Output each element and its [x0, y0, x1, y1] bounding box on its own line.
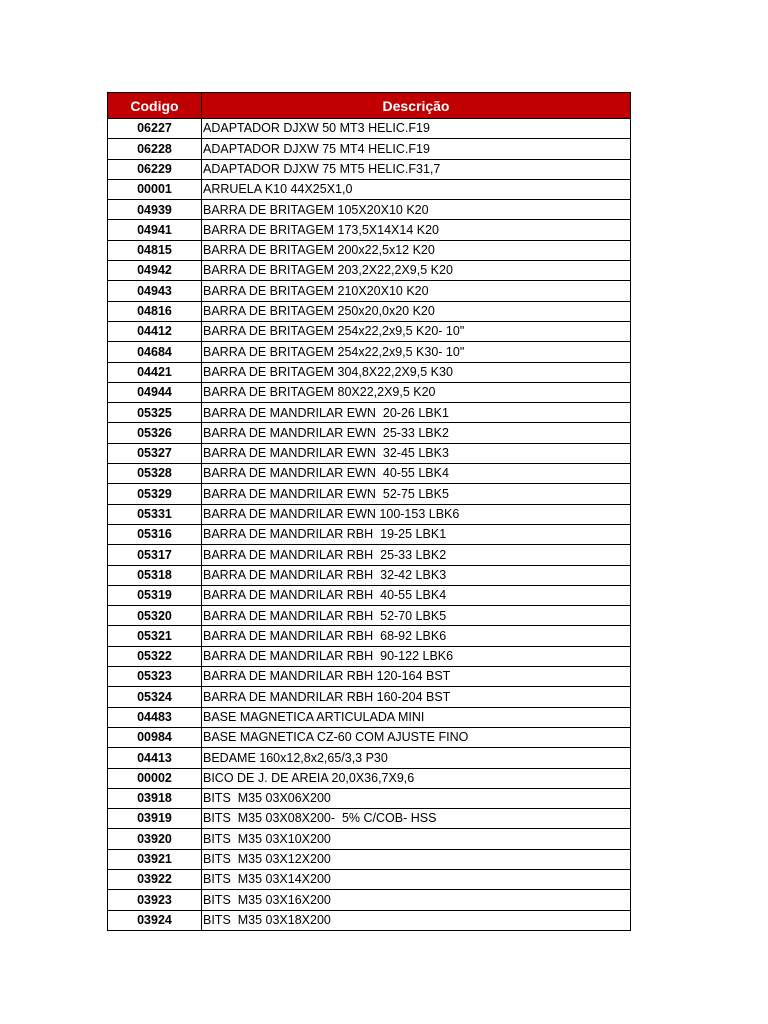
- cell-descricao: BASE MAGNETICA ARTICULADA MINI: [202, 707, 631, 727]
- table-row: [108, 179, 631, 199]
- cell-descricao: BARRA DE MANDRILAR RBH 120-164 BST: [202, 667, 631, 687]
- cell-descricao: BARRA DE MANDRILAR RBH 25-33 LBK2: [202, 545, 631, 565]
- cell-codigo: 05319: [108, 585, 202, 605]
- cell-codigo: 04413: [108, 748, 202, 768]
- table-row: [108, 240, 631, 260]
- table-row: [108, 768, 631, 788]
- table-row: [108, 585, 631, 605]
- cell-codigo: 05326: [108, 423, 202, 443]
- cell-descricao: BITS M35 03X08X200- 5% C/COB- HSS: [202, 809, 631, 829]
- cell-codigo: 03918: [108, 788, 202, 808]
- cell-descricao: BARRA DE MANDRILAR EWN 52-75 LBK5: [202, 484, 631, 504]
- cell-codigo: 05321: [108, 626, 202, 646]
- cell-descricao: BITS M35 03X06X200: [202, 788, 631, 808]
- table-row: [108, 342, 631, 362]
- cell-descricao: BARRA DE MANDRILAR RBH 19-25 LBK1: [202, 524, 631, 544]
- cell-codigo: 05316: [108, 524, 202, 544]
- table-row: [108, 139, 631, 159]
- table-row: [108, 382, 631, 402]
- table-row: [108, 403, 631, 423]
- table-row: [108, 829, 631, 849]
- cell-descricao: BARRA DE BRITAGEM 250x20,0x20 K20: [202, 301, 631, 321]
- cell-codigo: 04815: [108, 240, 202, 260]
- cell-descricao: BITS M35 03X14X200: [202, 869, 631, 889]
- cell-codigo: 05323: [108, 667, 202, 687]
- table-row: [108, 281, 631, 301]
- table-row: [108, 119, 631, 139]
- cell-codigo: 04941: [108, 220, 202, 240]
- cell-codigo: 03919: [108, 809, 202, 829]
- cell-codigo: 04684: [108, 342, 202, 362]
- table-row: [108, 727, 631, 747]
- cell-descricao: BARRA DE MANDRILAR EWN 20-26 LBK1: [202, 403, 631, 423]
- cell-descricao: BARRA DE BRITAGEM 173,5X14X14 K20: [202, 220, 631, 240]
- cell-codigo: 03923: [108, 890, 202, 910]
- table-row: [108, 464, 631, 484]
- cell-descricao: BARRA DE BRITAGEM 254x22,2x9,5 K20- 10": [202, 321, 631, 341]
- cell-descricao: BARRA DE MANDRILAR EWN 32-45 LBK3: [202, 443, 631, 463]
- table-row: [108, 869, 631, 889]
- header-codigo: Codigo: [108, 93, 202, 119]
- table-row: [108, 748, 631, 768]
- cell-descricao: BARRA DE MANDRILAR RBH 40-55 LBK4: [202, 585, 631, 605]
- cell-descricao: BARRA DE BRITAGEM 254x22,2x9,5 K30- 10": [202, 342, 631, 362]
- cell-codigo: 00984: [108, 727, 202, 747]
- cell-codigo: 03920: [108, 829, 202, 849]
- table-row: [108, 321, 631, 341]
- table-row: [108, 261, 631, 281]
- cell-codigo: 04816: [108, 301, 202, 321]
- cell-codigo: 06227: [108, 119, 202, 139]
- table-row: [108, 504, 631, 524]
- cell-codigo: 05327: [108, 443, 202, 463]
- table-row: [108, 524, 631, 544]
- table-row: [108, 301, 631, 321]
- table-row: [108, 626, 631, 646]
- table-row: [108, 646, 631, 666]
- table-row: [108, 443, 631, 463]
- cell-codigo: 03921: [108, 849, 202, 869]
- cell-descricao: BASE MAGNETICA CZ-60 COM AJUSTE FINO: [202, 727, 631, 747]
- cell-codigo: 04944: [108, 382, 202, 402]
- cell-descricao: BARRA DE MANDRILAR EWN 25-33 LBK2: [202, 423, 631, 443]
- table-row: [108, 565, 631, 585]
- cell-codigo: 05322: [108, 646, 202, 666]
- table-header-row: [108, 93, 631, 119]
- table-row: [108, 849, 631, 869]
- cell-codigo: 03922: [108, 869, 202, 889]
- cell-codigo: 06228: [108, 139, 202, 159]
- cell-codigo: 05324: [108, 687, 202, 707]
- cell-descricao: BARRA DE MANDRILAR RBH 32-42 LBK3: [202, 565, 631, 585]
- cell-descricao: ARRUELA K10 44X25X1,0: [202, 179, 631, 199]
- table-row: [108, 707, 631, 727]
- cell-descricao: BARRA DE BRITAGEM 200x22,5x12 K20: [202, 240, 631, 260]
- cell-descricao: BARRA DE MANDRILAR EWN 40-55 LBK4: [202, 464, 631, 484]
- cell-codigo: 05317: [108, 545, 202, 565]
- cell-codigo: 05318: [108, 565, 202, 585]
- cell-codigo: 05325: [108, 403, 202, 423]
- cell-codigo: 04483: [108, 707, 202, 727]
- cell-codigo: 04421: [108, 362, 202, 382]
- cell-codigo: 05320: [108, 606, 202, 626]
- table-row: [108, 667, 631, 687]
- cell-descricao: ADAPTADOR DJXW 75 MT4 HELIC.F19: [202, 139, 631, 159]
- table-row: [108, 788, 631, 808]
- cell-codigo: 05331: [108, 504, 202, 524]
- cell-codigo: 04412: [108, 321, 202, 341]
- table-row: [108, 809, 631, 829]
- cell-descricao: BARRA DE MANDRILAR RBH 52-70 LBK5: [202, 606, 631, 626]
- table-row: [108, 200, 631, 220]
- table-body: [108, 119, 631, 931]
- cell-descricao: BARRA DE BRITAGEM 80X22,2X9,5 K20: [202, 382, 631, 402]
- cell-descricao: BARRA DE MANDRILAR RBH 90-122 LBK6: [202, 646, 631, 666]
- cell-codigo: 06229: [108, 159, 202, 179]
- table-row: [108, 890, 631, 910]
- table-row: [108, 362, 631, 382]
- cell-codigo: 00001: [108, 179, 202, 199]
- header-descricao: Descrição: [202, 93, 631, 119]
- cell-descricao: BARRA DE BRITAGEM 210X20X10 K20: [202, 281, 631, 301]
- cell-codigo: 03924: [108, 910, 202, 930]
- cell-codigo: 05329: [108, 484, 202, 504]
- table-row: [108, 606, 631, 626]
- table-row: [108, 910, 631, 930]
- cell-codigo: 04943: [108, 281, 202, 301]
- cell-descricao: BARRA DE BRITAGEM 304,8X22,2X9,5 K30: [202, 362, 631, 382]
- cell-descricao: ADAPTADOR DJXW 75 MT5 HELIC.F31,7: [202, 159, 631, 179]
- product-code-table-container: [107, 92, 630, 931]
- cell-descricao: BITS M35 03X16X200: [202, 890, 631, 910]
- table-row: [108, 423, 631, 443]
- cell-codigo: 04942: [108, 261, 202, 281]
- cell-descricao: BITS M35 03X10X200: [202, 829, 631, 849]
- cell-descricao: BARRA DE MANDRILAR RBH 68-92 LBK6: [202, 626, 631, 646]
- table-row: [108, 545, 631, 565]
- cell-descricao: BARRA DE MANDRILAR EWN 100-153 LBK6: [202, 504, 631, 524]
- cell-codigo: 00002: [108, 768, 202, 788]
- table-row: [108, 159, 631, 179]
- cell-descricao: BICO DE J. DE AREIA 20,0X36,7X9,6: [202, 768, 631, 788]
- cell-descricao: ADAPTADOR DJXW 50 MT3 HELIC.F19: [202, 119, 631, 139]
- cell-descricao: BARRA DE BRITAGEM 105X20X10 K20: [202, 200, 631, 220]
- table-row: [108, 220, 631, 240]
- cell-descricao: BITS M35 03X18X200: [202, 910, 631, 930]
- cell-descricao: BARRA DE BRITAGEM 203,2X22,2X9,5 K20: [202, 261, 631, 281]
- cell-codigo: 05328: [108, 464, 202, 484]
- product-code-table: [107, 92, 631, 931]
- cell-codigo: 04939: [108, 200, 202, 220]
- table-row: [108, 484, 631, 504]
- cell-descricao: BEDAME 160x12,8x2,65/3,3 P30: [202, 748, 631, 768]
- table-row: [108, 687, 631, 707]
- cell-descricao: BITS M35 03X12X200: [202, 849, 631, 869]
- cell-descricao: BARRA DE MANDRILAR RBH 160-204 BST: [202, 687, 631, 707]
